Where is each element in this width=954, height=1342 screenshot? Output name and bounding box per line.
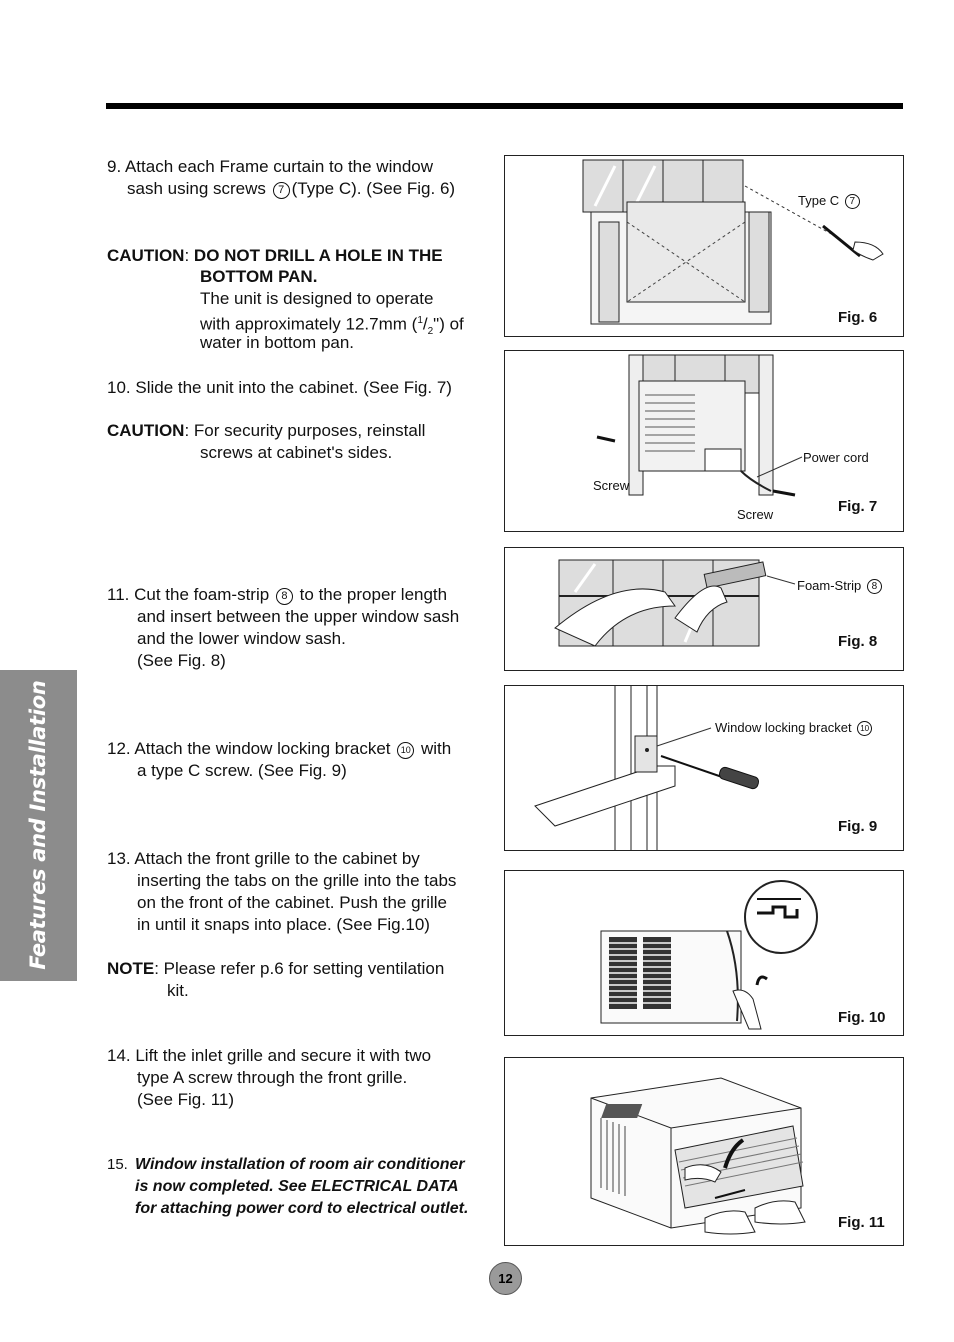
caution-1-line5: water in bottom pan. (200, 333, 355, 352)
step-10: 10. Slide the unit into the cabinet. (See Fig. 7) (107, 378, 452, 397)
side-tab-label: Features and Installation (26, 680, 50, 970)
step-11-line2: and insert between the upper window sash (137, 607, 460, 626)
step-14-line1: 14. Lift the inlet grille and secure it with two (107, 1046, 432, 1065)
fig7-power-cord-label: Power cord (803, 450, 869, 465)
caution-2-line1: CAUTION: For security purposes, reinstall (107, 421, 426, 440)
fig6-label: Fig. 6 (838, 309, 878, 326)
page-number: 12 (489, 1262, 522, 1295)
step-13-line2: inserting the tabs on the grille into the tabs (137, 871, 457, 890)
step-11-line3: and the lower window sash. (137, 629, 346, 648)
figure-6 (504, 155, 904, 337)
figure-8 (504, 547, 904, 671)
note-line2: kit. (167, 981, 189, 1000)
step-9-line2: sash using screws 7 (Type C). (See Fig. 6) (127, 179, 456, 198)
caution-2-line2: screws at cabinet's sides. (200, 443, 393, 462)
figure-7 (504, 350, 904, 532)
caution-1-line1: CAUTION: DO NOT DRILL A HOLE IN THE (107, 246, 443, 265)
step-15-line1: Window installation of room air conditioner (135, 1156, 465, 1173)
step-14-line2: type A screw through the front grille. (137, 1068, 408, 1087)
step-15-number: 15. (107, 1156, 128, 1173)
step-13-line1: 13. Attach the front grille to the cabinet by (107, 849, 420, 868)
bracket-10-marker: 10 (397, 742, 414, 759)
fig7-screw-left-label: Screw (593, 478, 630, 493)
fig6-callout: Type C 7 (798, 193, 862, 209)
fig8-illustration (505, 548, 903, 670)
step-15-line2: is now completed. See ELECTRICAL DATA (135, 1178, 459, 1195)
step-13-line3: on the front of the cabinet. Push the grille (137, 893, 447, 912)
step-11-line1: 11. Cut the foam-strip 8 to the proper length (107, 585, 448, 604)
step-9-line1: 9. Attach each Frame curtain to the window (107, 157, 434, 176)
note-line1: NOTE: Please refer p.6 for setting ventilation (107, 959, 445, 978)
caution-1-line2: BOTTOM PAN. (200, 267, 318, 286)
fig10-label: Fig. 10 (838, 1009, 886, 1026)
step-11-line4: (See Fig. 8) (137, 651, 226, 670)
fig8-callout: Foam-Strip 8 (797, 578, 884, 594)
figure-11 (504, 1057, 904, 1246)
fig8-label: Fig. 8 (838, 633, 878, 650)
fig7-screw-bottom-label: Screw (737, 507, 774, 522)
step-12-line1: 12. Attach the window locking bracket 10 with (107, 739, 452, 758)
step-12-line2: a type C screw. (See Fig. 9) (137, 761, 347, 780)
step-13-line4: in until it snaps into place. (See Fig.10) (137, 915, 430, 934)
fig9-callout: Window locking bracket 10 (715, 720, 874, 736)
fig9-label: Fig. 9 (838, 818, 878, 835)
fig7-label: Fig. 7 (838, 498, 878, 515)
foam-strip-8-marker: 8 (276, 588, 293, 605)
screw-7-marker: 7 (273, 182, 290, 199)
fig11-label: Fig. 11 (838, 1214, 885, 1231)
top-rule (106, 103, 903, 109)
caution-1-line4: with approximately 12.7mm $(^1/_2")$ of (200, 314, 464, 338)
step-15-line3: for attaching power cord to electrical outlet. (135, 1200, 469, 1217)
figure-10 (504, 870, 904, 1036)
caution-1-line3: The unit is designed to operate (200, 289, 434, 308)
figure-9 (504, 685, 904, 851)
step-14-line3: (See Fig. 11) (137, 1090, 235, 1109)
